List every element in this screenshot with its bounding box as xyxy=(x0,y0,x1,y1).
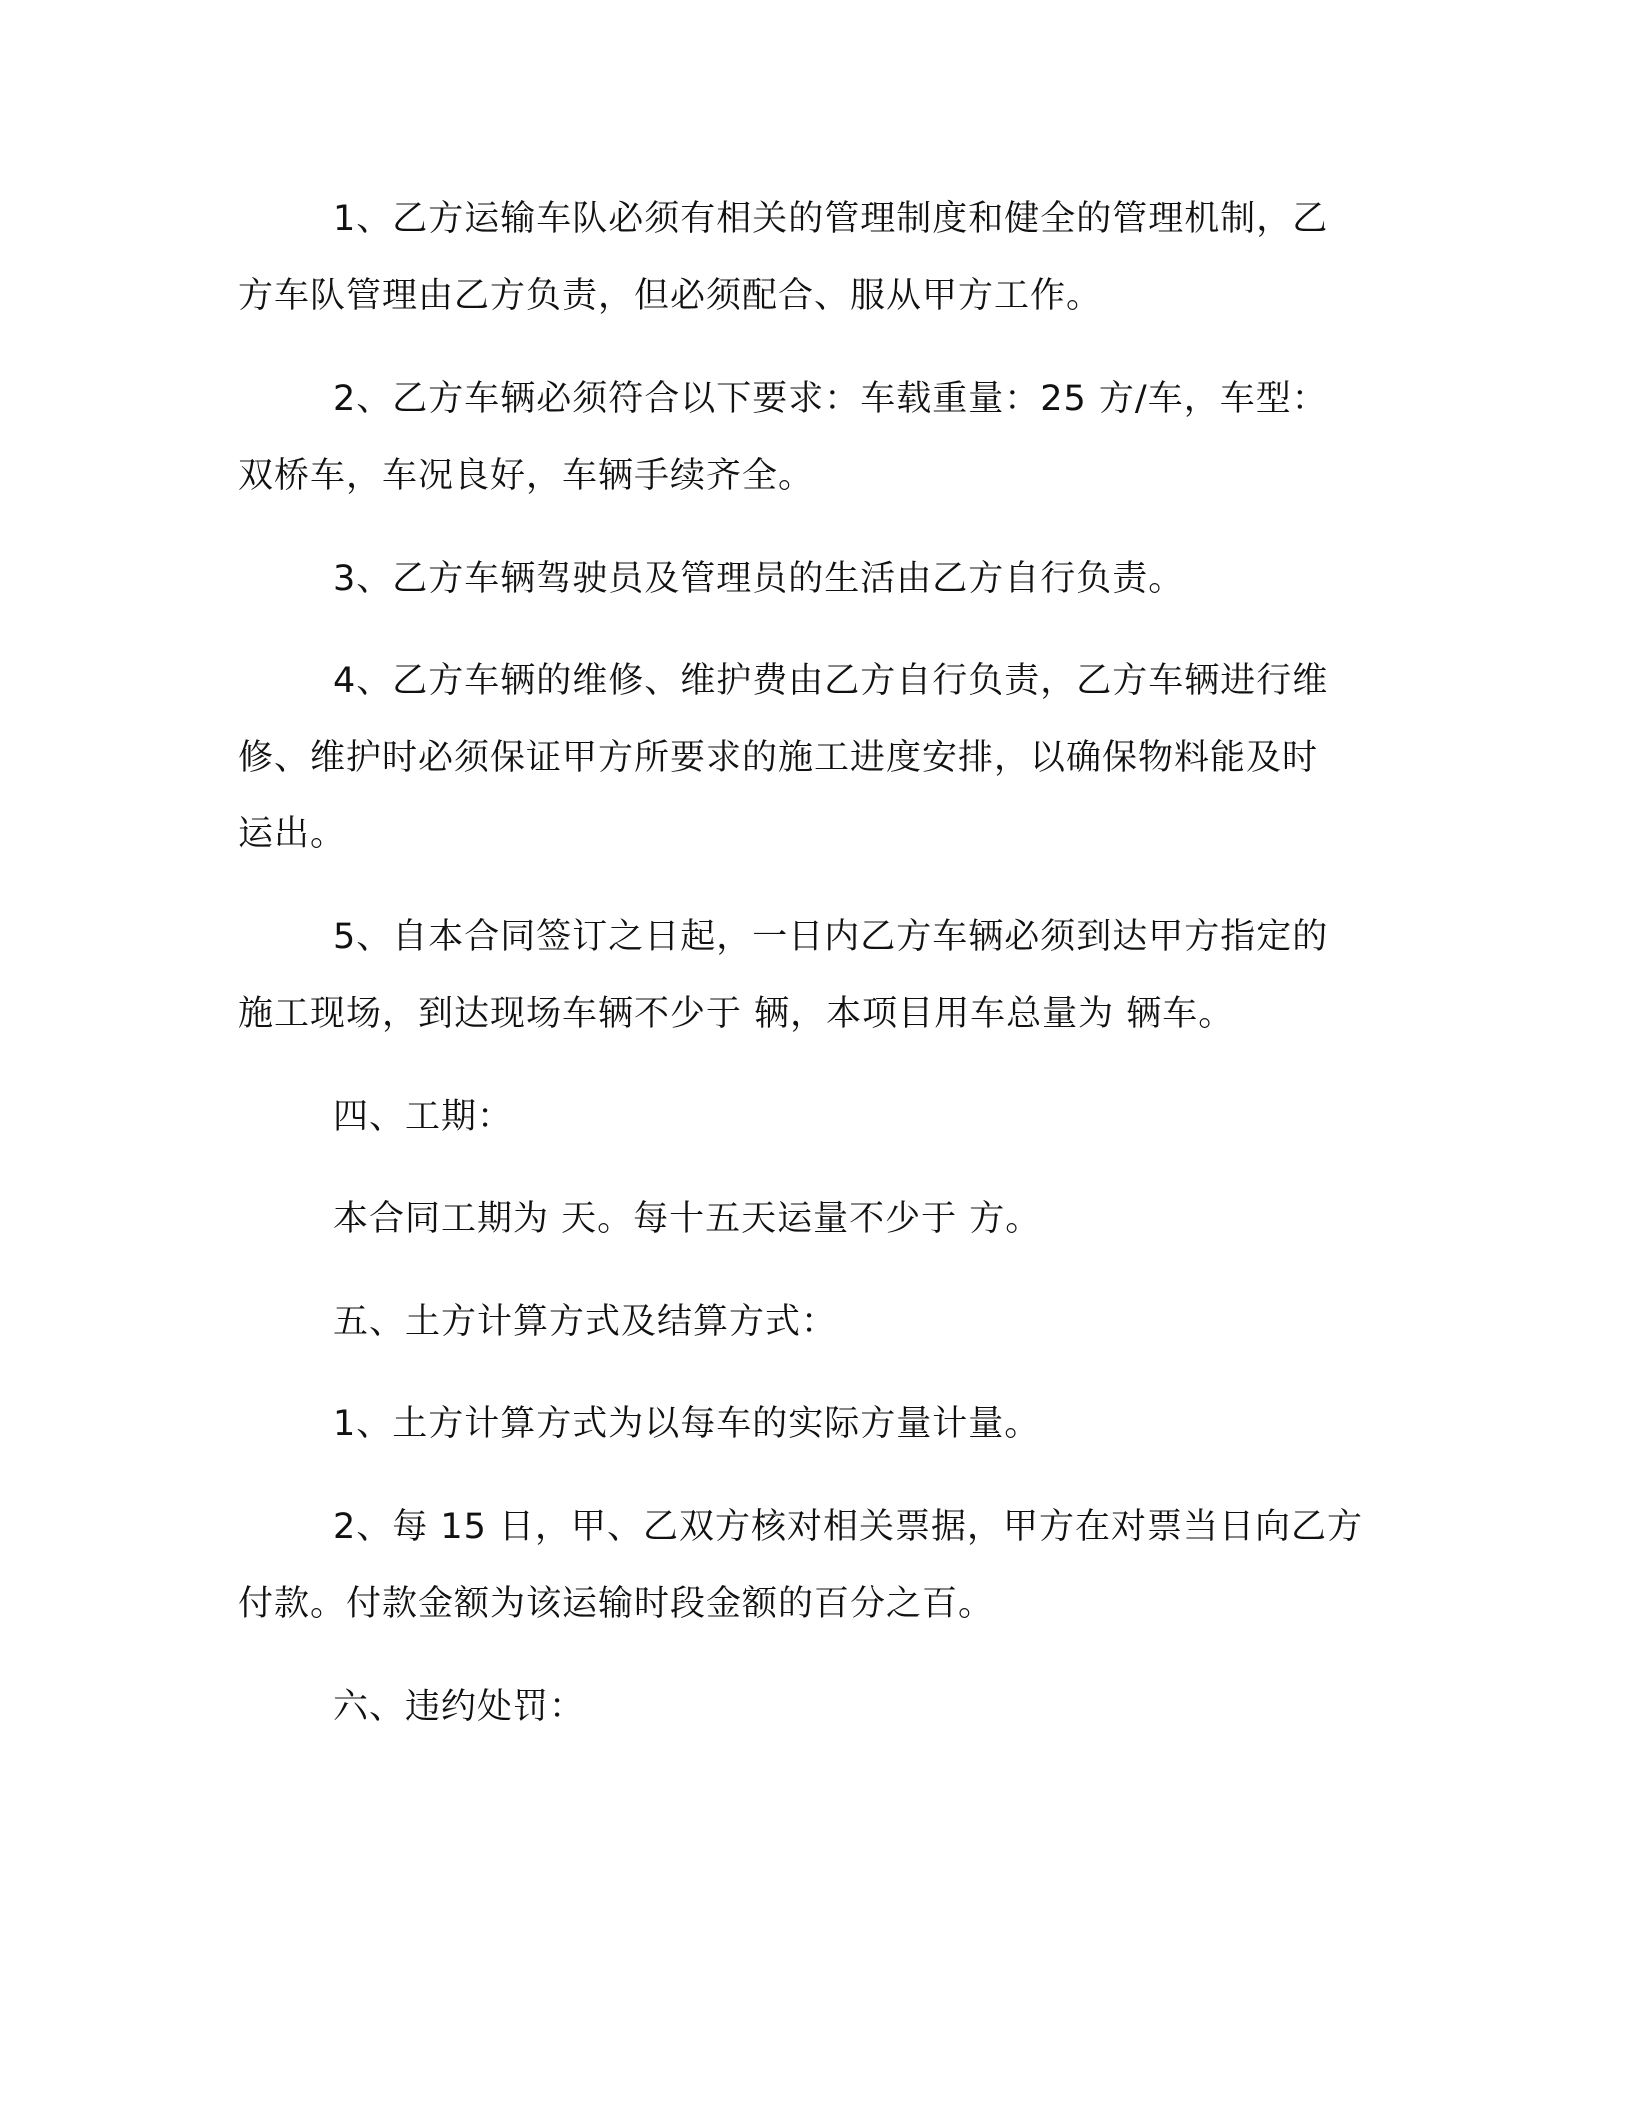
clause-3-2-line-2: 双桥车，车况良好，车辆手续齐全。 xyxy=(238,456,815,496)
section-4-body: 本合同工期为 天。每十五天运量不少于 方。 xyxy=(333,1199,1042,1239)
clause-3-2-line-1: 2、乙方车辆必须符合以下要求：车载重量：25 方/车，车型： xyxy=(333,379,1328,419)
clause-3-4-line-1: 4、乙方车辆的维修、维护费由乙方自行负责，乙方车辆进行维 xyxy=(333,661,1329,701)
clause-5-2-line-2: 付款。付款金额为该运输时段金额的百分之百。 xyxy=(238,1584,995,1624)
clause-3-1-line-1: 1、乙方运输车队必须有相关的管理制度和健全的管理机制，乙 xyxy=(333,199,1329,239)
clause-5-1-line-1: 1、土方计算方式为以每车的实际方量计量。 xyxy=(333,1404,1041,1444)
clause-3-5-line-2: 施工现场，到达现场车辆不少于 辆，本项目用车总量为 辆车。 xyxy=(238,994,1235,1034)
clause-3-3-line-1: 3、乙方车辆驾驶员及管理员的生活由乙方自行负责。 xyxy=(333,559,1185,599)
section-6-heading: 六、违约处罚： xyxy=(333,1687,586,1727)
clause-3-4-line-2: 修、维护时必须保证甲方所要求的施工进度安排，以确保物料能及时 xyxy=(238,738,1319,778)
section-4-heading: 四、工期： xyxy=(333,1097,514,1137)
clause-3-1-line-2: 方车队管理由乙方负责，但必须配合、服从甲方工作。 xyxy=(238,276,1103,316)
clause-3-4-line-3: 运出。 xyxy=(238,814,347,854)
clause-3-5-line-1: 5、自本合同签订之日起，一日内乙方车辆必须到达甲方指定的 xyxy=(333,917,1329,957)
clause-5-2-line-1: 2、每 15 日，甲、乙双方核对相关票据，甲方在对票当日向乙方 xyxy=(333,1507,1364,1547)
section-5-heading: 五、土方计算方式及结算方式： xyxy=(333,1302,838,1342)
